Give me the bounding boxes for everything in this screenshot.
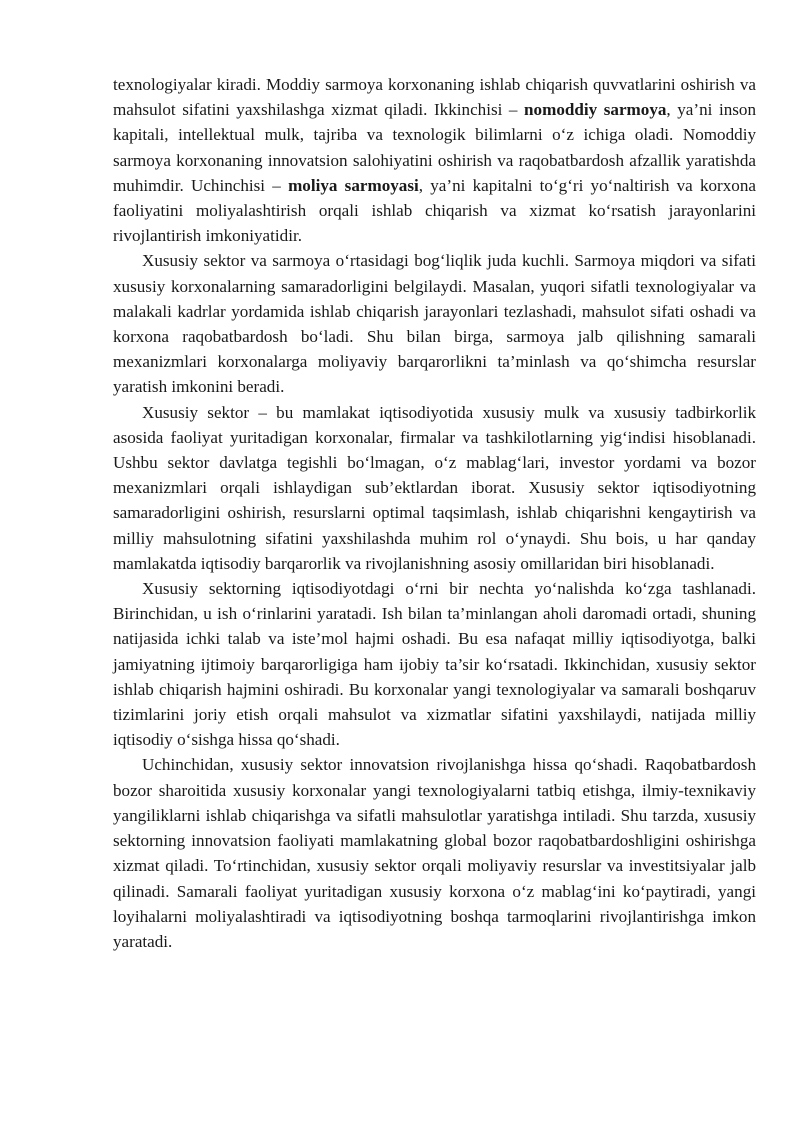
paragraph-1-segment-5: , ya’ni kapitalni to‘g‘ri yo‘naltirish va korxona faoliyatini moliyalashtirish orqali ishlab chiqarish va xizmat ko‘rsatish jarayonlarini rivojlantirish imkoniyatidir. xyxy=(113,175,756,246)
paragraph-3-text: Xususiy sektor – bu mamlakat iqtisodiyotida xususiy mulk va xususiy tadbirkorlik asosida faoliyat yuritadigan korxonalar, firmalar va tashkilotlarning yig‘indisi hisoblanadi. Ushbu sektor davlatga tegishli bo‘lmagan, o‘z mablag‘lari, investor yordami va bozor mexanizmlari orqali ishlaydigan sub’ektlardan iborat. Xususiy sektor iqtisodiyotning samaradorligini oshirish, resurslarni optimal taqsimlash, ishlab chiqarishni kengaytirish va milliy mahsulotning sifatini yaxshilashda muhim rol o‘ynaydi. Shu bois, u har qanday mamlakatda iqtisodiy barqarorlik va rivojlanishning asosiy omillaridan biri hisoblanadi. xyxy=(113,402,756,573)
paragraph-5-text: Uchinchidan, xususiy sektor innovatsion rivojlanishga hissa qo‘shadi. Raqobatbardosh bozor sharoitida xususiy korxonalar yangi texnologiyalarni tatbiq etishga, ilmiy-texnikaviy yangiliklarni ishlab chiqarishga va sifatli mahsulotlar yaratishga intiladi. Shu tarzda, xususiy sektorning innovatsion faoliyati mamlakatning global bozor raqobatbardoshligini oshirishga xizmat qiladi. To‘rtinchidan, xususiy sektor orqali moliyaviy resurslar va investitsiyalar jalb qilinadi. Samarali faoliyat yuritadigan xususiy korxona o‘z mablag‘ini ko‘paytiradi, yangi loyihalarni moliyalashtiradi va iqtisodiyotning boshqa tarmoqlarini rivojlantirishga imkon yaratadi. xyxy=(113,755,756,951)
paragraph-2 xyxy=(113,248,756,399)
paragraph-3 xyxy=(113,400,756,576)
term-moliya-sarmoyasi: moliya sarmoyasi xyxy=(288,175,419,195)
paragraph-2-text: Xususiy sektor va sarmoya o‘rtasidagi bog‘liqlik juda kuchli. Sarmoya miqdori va sifati xususiy korxonalarning samaradorligini belgilaydi. Masalan, yuqori sifatli texnologiyalar va malakali kadrlar yordamida ishlab chiqarish jarayonlari tezlashadi, mahsulot sifati oshadi va korxona raqobatbardosh bo‘ladi. Shu bilan birga, sarmoya jalb qilishning samarali mexanizmlari korxonalarga moliyaviy barqarorlikni ta’minlash va qo‘shimcha resurslar yaratish imkonini beradi. xyxy=(113,251,756,397)
paragraph-5 xyxy=(113,752,756,954)
paragraph-1 xyxy=(113,72,756,248)
document-page xyxy=(113,72,756,954)
paragraph-1-segment-1: texnologiyalar kiradi. Moddiy sarmoya korxonaning ishlab chiqarish quvvatlarini oshirish va mahsulot sifatini yaxshilashga xizmat qiladi. Ikkinchisi – xyxy=(113,75,756,120)
paragraph-4 xyxy=(113,576,756,752)
term-nomoddiy-sarmoya: nomoddiy sarmoya xyxy=(524,100,667,120)
paragraph-1-segment-3: , ya’ni inson kapitali, intellektual mulk, tajriba va texnologik bilimlarni o‘z ichiga oladi. Nomoddiy sarmoya korxonaning innovatsion salohiyatini oshirish va raqobatbardosh afzallik yaratishda muhimdir. Uchinchisi – xyxy=(113,100,756,195)
paragraph-4-text: Xususiy sektorning iqtisodiyotdagi o‘rni bir nechta yo‘nalishda ko‘zga tashlanadi. Birinchidan, u ish o‘rinlarini yaratadi. Ish bilan ta’minlangan aholi daromadi ortadi, shuning natijasida ichki talab va iste’mol hajmi oshadi. Bu esa nafaqat milliy iqtisodiyotga, balki jamiyatning ijtimoiy barqarorligiga ham ijobiy ta’sir ko‘rsatadi. Ikkinchidan, xususiy sektor ishlab chiqarish hajmini oshiradi. Bu korxonalar yangi texnologiyalar va samarali boshqaruv tizimlarini joriy etish orqali mahsulot va xizmatlar sifatini yaxshilaydi, natijada milliy iqtisodiy o‘sishga hissa qo‘shadi. xyxy=(113,579,756,750)
